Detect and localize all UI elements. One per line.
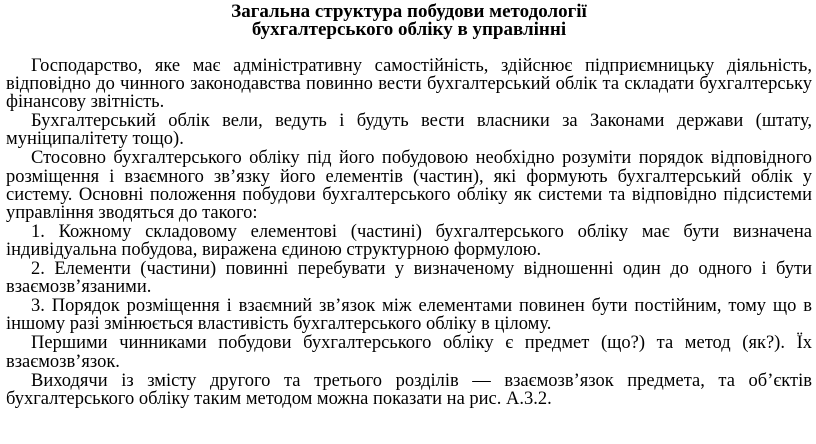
paragraph-factors: Першими чинниками побудови бухгалтерського обліку є предмет (що?) та метод (як?). Їх взаємозв’язок. (6, 333, 812, 372)
title-line-1: Загальна структура побудови методології (231, 1, 587, 22)
paragraph-owners: Бухгалтерський облік вели, ведуть і будуть вести власники за Законами держави (штату, муніципалітету тощо). (6, 111, 812, 150)
document-body (6, 57, 812, 408)
list-item-3: 3. Порядок розміщення і взаємний зв’язок між елементами повинен бути постійним, тому що в іншому разі змінюється властивість бухгалтерського обліку в цілому. (6, 296, 812, 335)
list-item-2: 2. Елементи (частини) повинні перебувати у визначеному відношенні один до одного і бути взаємозв’язаними. (6, 259, 812, 298)
paragraph-intro: Господарство, яке має адміністративну самостійність, здійснює підприємницьку діяльність, відповідно до чинного законодавства повинно вести бухгалтерський облік та складати бухгалтерську фінансову звітність. (6, 56, 812, 113)
paragraph-structure: Стосовно бухгалтерського обліку під його побудовою необхідно розуміти порядок відповідного розміщення і взаємного зв’язку його елементів (частин), які формують бухгалтерський облік у систему. Основні положення побудови бухгалтерського обліку як системи та відповідно підсистеми управління зводяться до такого: (6, 148, 812, 223)
page-title (6, 0, 812, 39)
paragraph-conclusion: Виходячи із змісту другого та третього розділів — взаємозв’язок предмета, та об’єктів бухгалтерського обліку таким методом можна показати на рис. А.3.2. (6, 370, 812, 409)
list-item-1: 1. Кожному складовому елементові (частині) бухгалтерського обліку має бути визначена індивідуальна побудова, виражена єдиною структурною формулою. (6, 221, 812, 260)
title-line-2: бухгалтерського обліку в управлінні (251, 19, 567, 40)
